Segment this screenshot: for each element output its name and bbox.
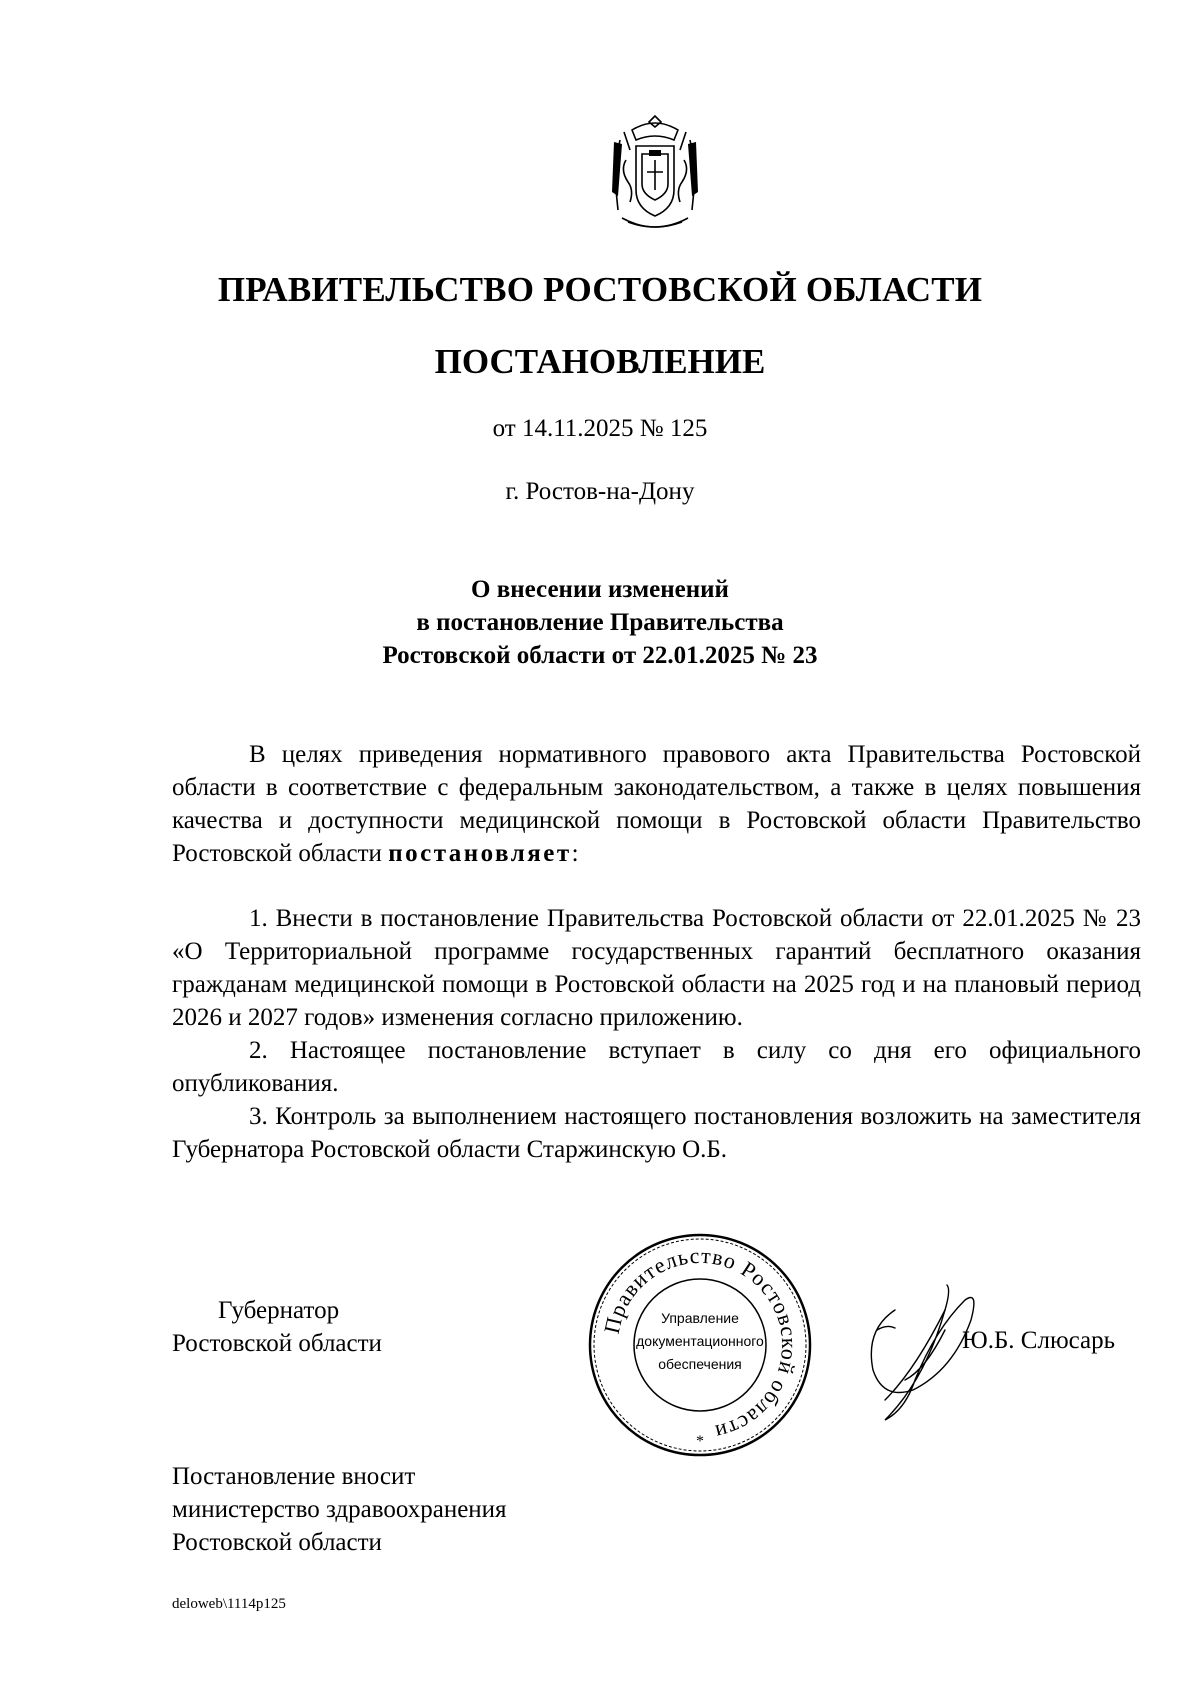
- file-reference: deloweb\1114p125: [172, 1596, 286, 1612]
- stamp-center-line: обеспечения: [658, 1356, 742, 1372]
- resolves-keyword: постановляет: [388, 840, 572, 867]
- resolution-item-3: 3. Контроль за выполнением настоящего постановления возложить на заместителя Губернатора Ростовской области Старжинскую О.Б.: [172, 1103, 1141, 1163]
- resolution-items: [172, 902, 1141, 1166]
- official-seal-icon: [585, 1230, 815, 1460]
- origin-line: Постановление вносит: [172, 1463, 416, 1490]
- city: г. Ростов-на-Дону: [505, 478, 695, 505]
- resolution-item-1: 1. Внести в постановление Правительства Ростовской области от 22.01.2025 № 23 «О Территориальной программе государственных гарантий бесплатного оказания гражданам медицинской помощи в Ростовской области на 2025 год и на плановый период 2026 и 2027 годов» изменения согласно приложению.: [172, 905, 1141, 1031]
- date-number: от 14.11.2025 № 125: [492, 415, 708, 442]
- svg-text:*: *: [696, 1433, 704, 1450]
- resolution-item-2: 2. Настоящее постановление вступает в силу со дня его официального опубликования.: [172, 1037, 1141, 1097]
- signatory-position: [172, 1294, 382, 1360]
- subject-line: в постановление Правительства: [416, 609, 784, 636]
- document-subject: [0, 573, 1200, 672]
- signer-name: Ю.Б. Слюсарь: [962, 1327, 1116, 1354]
- preamble: [172, 738, 1141, 870]
- document-type: ПОСТАНОВЛЕНИЕ: [434, 342, 766, 381]
- stamp-center-line: Управление: [661, 1310, 739, 1326]
- submitted-by: [172, 1460, 507, 1559]
- origin-line: Ростовской области: [172, 1529, 382, 1556]
- organization-title: ПРАВИТЕЛЬСТВО РОСТОВСКОЙ ОБЛАСТИ: [217, 270, 983, 309]
- coat-of-arms-icon: [602, 110, 708, 238]
- position-line: Ростовской области: [172, 1330, 382, 1357]
- subject-line: О внесении изменений: [471, 576, 729, 603]
- origin-line: министерство здравоохранения: [172, 1496, 507, 1523]
- stamp-center-line: документационного: [636, 1333, 764, 1349]
- position-line: Губернатор: [218, 1297, 340, 1324]
- subject-line: Ростовской области от 22.01.2025 № 23: [382, 642, 818, 669]
- stamp-ring-text: Правительство Ростовской области: [598, 1242, 803, 1446]
- preamble-end: :: [571, 840, 579, 867]
- preamble-text: В целях приведения нормативного правового акта Правительства Ростовской области в соответствие с федеральным законодательством, а также в целях повышения качества и доступности медицинской помощи в Ростовской области Правительство Ростовской области: [172, 741, 1141, 867]
